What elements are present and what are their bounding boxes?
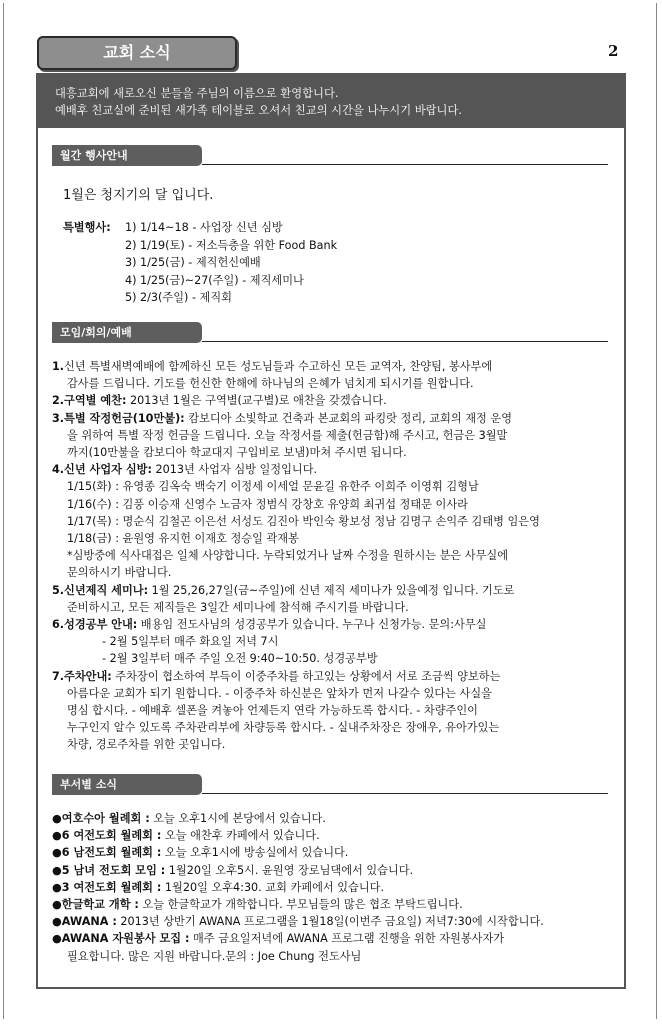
monthly-title: 1월은 청지기의 달 입니다.	[63, 188, 214, 203]
text-line	[52, 392, 540, 409]
item-text: 2013년 사업자 심방 일정입니다.	[151, 463, 318, 477]
text-line	[52, 879, 544, 896]
departments-list	[52, 810, 544, 965]
text-line	[52, 616, 540, 633]
text-line	[52, 478, 540, 495]
item-text: 배용임 전도사님의 성경공부가 있습니다. 누구나 신청가능. 문의:사무실	[137, 618, 487, 632]
item-text: 오늘 오후1시에 방송실에서 있습니다.	[161, 846, 349, 860]
item-text: 2013년 상반기 AWANA 프로그램을 1월18일(이번주 금요일) 저녁7:30에 시작합니다.	[116, 915, 544, 929]
item-label: ●6 여전도회 월례회 :	[52, 829, 162, 843]
item-label: 7.주차안내:	[52, 669, 112, 683]
event-item: 3) 1/25(금) - 제직헌신예배	[125, 256, 261, 269]
text-line	[52, 702, 540, 719]
divider	[202, 793, 608, 794]
section-title-tab	[37, 36, 237, 70]
text-line	[52, 410, 540, 427]
text-line	[52, 736, 540, 753]
item-text: 2013년 1월은 구역별(교구별)로 애찬을 갖겠습니다.	[126, 394, 387, 408]
text-line	[52, 948, 544, 965]
event-item: 5) 2/3(주일) - 제직회	[125, 291, 232, 304]
item-label: ●6 남전도회 월례회 :	[52, 846, 162, 860]
item-label: 4.신년 사업자 심방:	[52, 463, 152, 477]
item-text: 오늘 오후1시에 본당에서 있습니다.	[149, 812, 326, 825]
item-text: 1/16(수) : 김풍 이승재 신영수 노금자 정범식 강창호 유양희 최귀섭 정태문 이사라	[67, 497, 468, 511]
welcome-line: 예배후 친교실에 준비된 새가족 테이블로 오셔서 친교의 시간을 나누시기 바랍니다.	[55, 104, 462, 117]
text-line	[52, 633, 540, 650]
divider	[202, 341, 608, 342]
item-text: 신년 특별새벽예배에 함께하신 모든 성도님들과 수고하신 모든 교역자, 찬양팀, 봉사부에	[64, 360, 493, 373]
item-label: ●여호수아 월례회 :	[52, 812, 150, 825]
text-line	[52, 358, 540, 375]
item-text: 1/18(금) : 윤원영 유지헌 이재호 정승일 곽재봉	[67, 532, 299, 546]
event-item: 1) 1/14~18 - 사업장 신년 심방	[125, 221, 283, 234]
meetings-heading: 모임/회의/예배	[52, 322, 202, 343]
item-text: 아름다운 교회가 되기 원합니다. - 이중주차 하신분은 앞차가 먼저 나갈수 있다는 사실을	[67, 686, 492, 700]
monthly-heading: 월간 행사안내	[52, 145, 202, 166]
item-text: - 2월 5일부터 매주 화요일 저녁 7시	[102, 635, 279, 649]
text-line	[52, 719, 540, 736]
item-label: ●AWANA 자원봉사 모집 :	[52, 932, 190, 946]
item-label: 2.구역별 예찬:	[52, 394, 127, 408]
item-text: 오늘 한글학교가 개학합니다. 부모님들의 많은 협조 부탁드립니다.	[138, 898, 463, 912]
text-line	[52, 862, 544, 879]
departments-heading: 부서별 소식	[52, 774, 202, 795]
item-text: 준비하시고, 모든 제직들은 3일간 세미나에 참석해 주시기를 바랍니다.	[67, 600, 409, 614]
divider	[202, 164, 608, 165]
item-text: 차량, 경로주차를 위한 곳입니다.	[67, 738, 226, 752]
event-item: 2) 1/19(토) - 저소득층을 위한 Food Bank	[125, 238, 338, 252]
item-text: 매주 금요일저녁에 AWANA 프로그램 진행을 위한 자원봉사자가	[189, 932, 505, 946]
special-events-label: 특별행사:	[63, 221, 111, 234]
text-line	[52, 599, 540, 616]
welcome-banner	[38, 75, 624, 128]
text-line	[52, 685, 540, 702]
text-line	[52, 930, 544, 947]
item-text: 캄보디아 소빛학교 건축과 본교회의 파킹랏 정리, 교회의 재정 운영	[184, 411, 513, 425]
item-text: - 2월 3일부터 매주 주일 오전 9:40~10:50. 성경공부방	[102, 652, 378, 666]
page-number: 2	[608, 42, 619, 60]
item-text: 1월20일 오후5시. 윤원영 장로님댁에서 있습니다.	[165, 863, 414, 877]
text-line	[52, 444, 540, 461]
item-text: 명심 합시다. - 예배후 셀폰을 켜놓아 언제든지 연락 가능하도록 합시다. - 차량주인이	[67, 704, 478, 718]
item-text: 까지(10만불을 캄보디아 학교대지 구입비로 보냄)마쳐 주시면 됩니다.	[67, 446, 407, 460]
item-text: 1월 25,26,27일(금~주일)에 신년 제직 세미나가 있을예정 입니다. 기도로	[148, 583, 515, 597]
item-text: 감사를 드립니다. 기도를 헌신한 한해에 하나님의 은혜가 넘치게 되시기를 원합니다.	[67, 377, 474, 391]
bulletin-frame	[36, 73, 626, 989]
text-line	[52, 827, 544, 844]
item-label: 1.	[52, 360, 65, 373]
text-line	[52, 896, 544, 913]
item-label: ●5 남녀 전도회 모임 :	[52, 863, 166, 877]
item-text: 오늘 애찬후 카페에서 있습니다.	[161, 829, 320, 843]
item-text: 문의하시기 바랍니다.	[67, 566, 172, 580]
text-line	[52, 513, 540, 530]
text-line	[52, 810, 544, 827]
meetings-list	[52, 358, 540, 754]
event-item: 4) 1/25(금)~27(주일) - 제직세미나	[125, 273, 304, 287]
text-line	[52, 582, 540, 599]
item-text: 1/15(화) : 유영종 김옥숙 백숙기 이정세 이세얼 문윤길 유한주 이희주 이영휘 김형남	[67, 480, 479, 494]
item-label: ●3 여전도회 월례회 :	[52, 880, 162, 894]
text-line	[52, 461, 540, 478]
text-line	[52, 844, 544, 861]
item-label: ●AWANA :	[52, 915, 117, 929]
item-label: 6.성경공부 안내:	[52, 618, 138, 632]
item-text: 주차장이 협소하여 부득이 이중주차를 하고있는 상황에서 서로 조금씩 양보하는	[111, 669, 501, 683]
text-line	[52, 547, 540, 564]
special-events	[63, 219, 337, 307]
item-label: ●한글학교 개학 :	[52, 898, 139, 912]
item-text: 누구인지 알수 있도록 주차관리부에 차량등록 합시다. - 실내주차장은 장애우, 유아가있는	[67, 721, 500, 735]
item-text: 을 위하여 특별 작정 헌금을 드립니다. 오늘 작정서를 제출(헌금함)해 주시고, 헌금은 3월말	[67, 428, 508, 442]
item-text: 필요합니다. 많은 지원 바랍니다.문의 : Joe Chung 전도사님	[67, 949, 362, 963]
welcome-line: 대흥교회에 새로오신 분들을 주님의 이름으로 환영합니다.	[55, 87, 339, 100]
section-title: 교회 소식	[103, 43, 171, 62]
text-line	[52, 427, 540, 444]
text-line	[52, 668, 540, 685]
item-text: 1월20일 오후4:30. 교회 카페에서 있습니다.	[161, 880, 385, 894]
text-line	[52, 650, 540, 667]
item-label: 5.신년제직 세미나:	[52, 583, 149, 597]
item-text: *심방중에 식사대접은 일체 사양합니다. 누락되었거나 날짜 수정을 원하시는 분은 사무실에	[67, 549, 509, 563]
text-line	[52, 375, 540, 392]
text-line	[52, 496, 540, 513]
text-line	[52, 913, 544, 930]
text-line	[52, 530, 540, 547]
item-label: 3.특별 작정헌금(10만불):	[52, 411, 185, 425]
text-line	[52, 564, 540, 581]
item-text: 1/17(목) : 명순식 김철곤 이은선 서성도 김진아 박인숙 황보성 정남 김명구 손익주 김태병 임은영	[67, 514, 540, 528]
